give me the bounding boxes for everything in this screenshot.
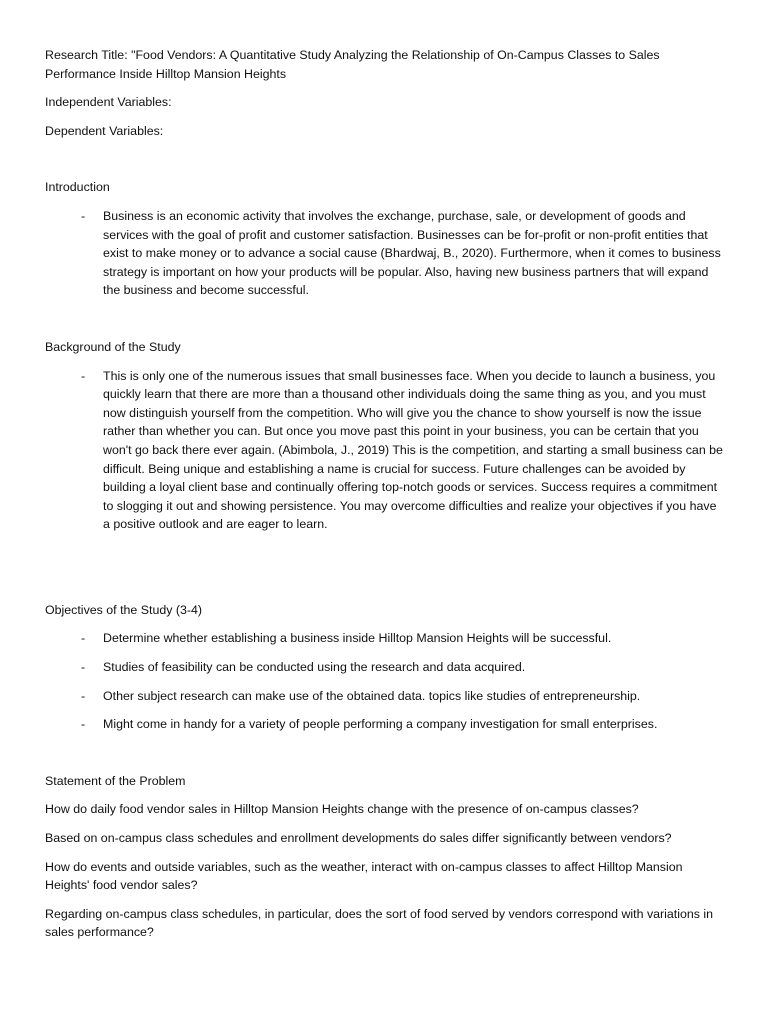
list-item: [45, 715, 725, 734]
bullet-dash: -: [81, 717, 86, 732]
problem-question: Based on on-campus class schedules and enrollment developments do sales differ significantly between vendors?: [45, 831, 672, 846]
bullet-dash: -: [81, 368, 86, 383]
dependent-variables-label: Dependent Variables:: [45, 123, 164, 138]
bullet-dash: -: [81, 660, 86, 675]
list-item-text: Might come in handy for a variety of people performing a company investigation for small enterprises.: [103, 717, 658, 732]
list-item: [45, 207, 725, 300]
bullet-dash: -: [81, 688, 86, 703]
background-heading: Background of the Study: [45, 339, 181, 354]
research-title: Research Title: "Food Vendors: A Quantitative Study Analyzing the Relationship of On-Campus Classes to Sales Performance Inside Hilltop Mansion Heights: [45, 48, 660, 81]
independent-variables-label: Independent Variables:: [45, 95, 172, 110]
list-item-text: Business is an economic activity that involves the exchange, purchase, sale, or development of goods and services with the goal of profit and customer satisfaction. Businesses can be for-profit or non-profit entities that exist to make money or to advance a social cause (Bhardwaj, B., 2020). Furthermore, when it comes to business strategy is important on how your products will be popular. Also, having new business partners that will expand the business and become successful.: [103, 208, 721, 298]
introduction-list: [45, 207, 725, 300]
list-item: [45, 658, 725, 677]
objectives-list: [45, 629, 725, 733]
list-item: [45, 367, 725, 534]
list-item-text: This is only one of the numerous issues that small businesses face. When you decide to launch a business, you quickly learn that there are more than a thousand other individuals doing the same thing as you, and you must now distinguish yourself from the competition. Who will give you the chance to show yourself is now the issue rather than whether you can. But once you move past this point in your business, you can be certain that you won't go back there ever again. (Abimbola, J., 2019) This is the competition, and starting a small business can be difficult. Being unique and establishing a name is crucial for success. Future challenges can be avoided by building a loyal client base and continually offering top-notch goods or services. Success requires a commitment to slogging it out and showing persistence. You may overcome difficulties and realize your objectives if you have a positive outlook and are eager to learn.: [103, 368, 723, 532]
background-list: [45, 367, 725, 534]
bullet-dash: -: [81, 208, 86, 223]
list-item-text: Determine whether establishing a business inside Hilltop Mansion Heights will be successful.: [103, 631, 612, 646]
spacer: [45, 744, 725, 772]
spacer: [45, 150, 725, 178]
bullet-dash: -: [81, 631, 86, 646]
problem-question: How do events and outside variables, such as the weather, interact with on-campus classes to affect Hilltop Mansion Heights' food vendor sales?: [45, 859, 683, 893]
problem-question: How do daily food vendor sales in Hilltop Mansion Heights change with the presence of on-campus classes?: [45, 802, 639, 817]
list-item-text: Other subject research can make use of the obtained data. topics like studies of entrepreneurship.: [103, 688, 641, 703]
spacer: [45, 310, 725, 338]
list-item: [45, 687, 725, 706]
spacer: [45, 544, 725, 601]
document-page: [45, 46, 725, 952]
list-item-text: Studies of feasibility can be conducted using the research and data acquired.: [103, 660, 526, 675]
objectives-heading: Objectives of the Study (3-4): [45, 602, 203, 617]
list-item: [45, 629, 725, 648]
problem-heading: Statement of the Problem: [45, 773, 186, 788]
introduction-heading: Introduction: [45, 180, 110, 195]
problem-question: Regarding on-campus class schedules, in particular, does the sort of food served by vendors correspond with variations in sales performance?: [45, 906, 714, 940]
